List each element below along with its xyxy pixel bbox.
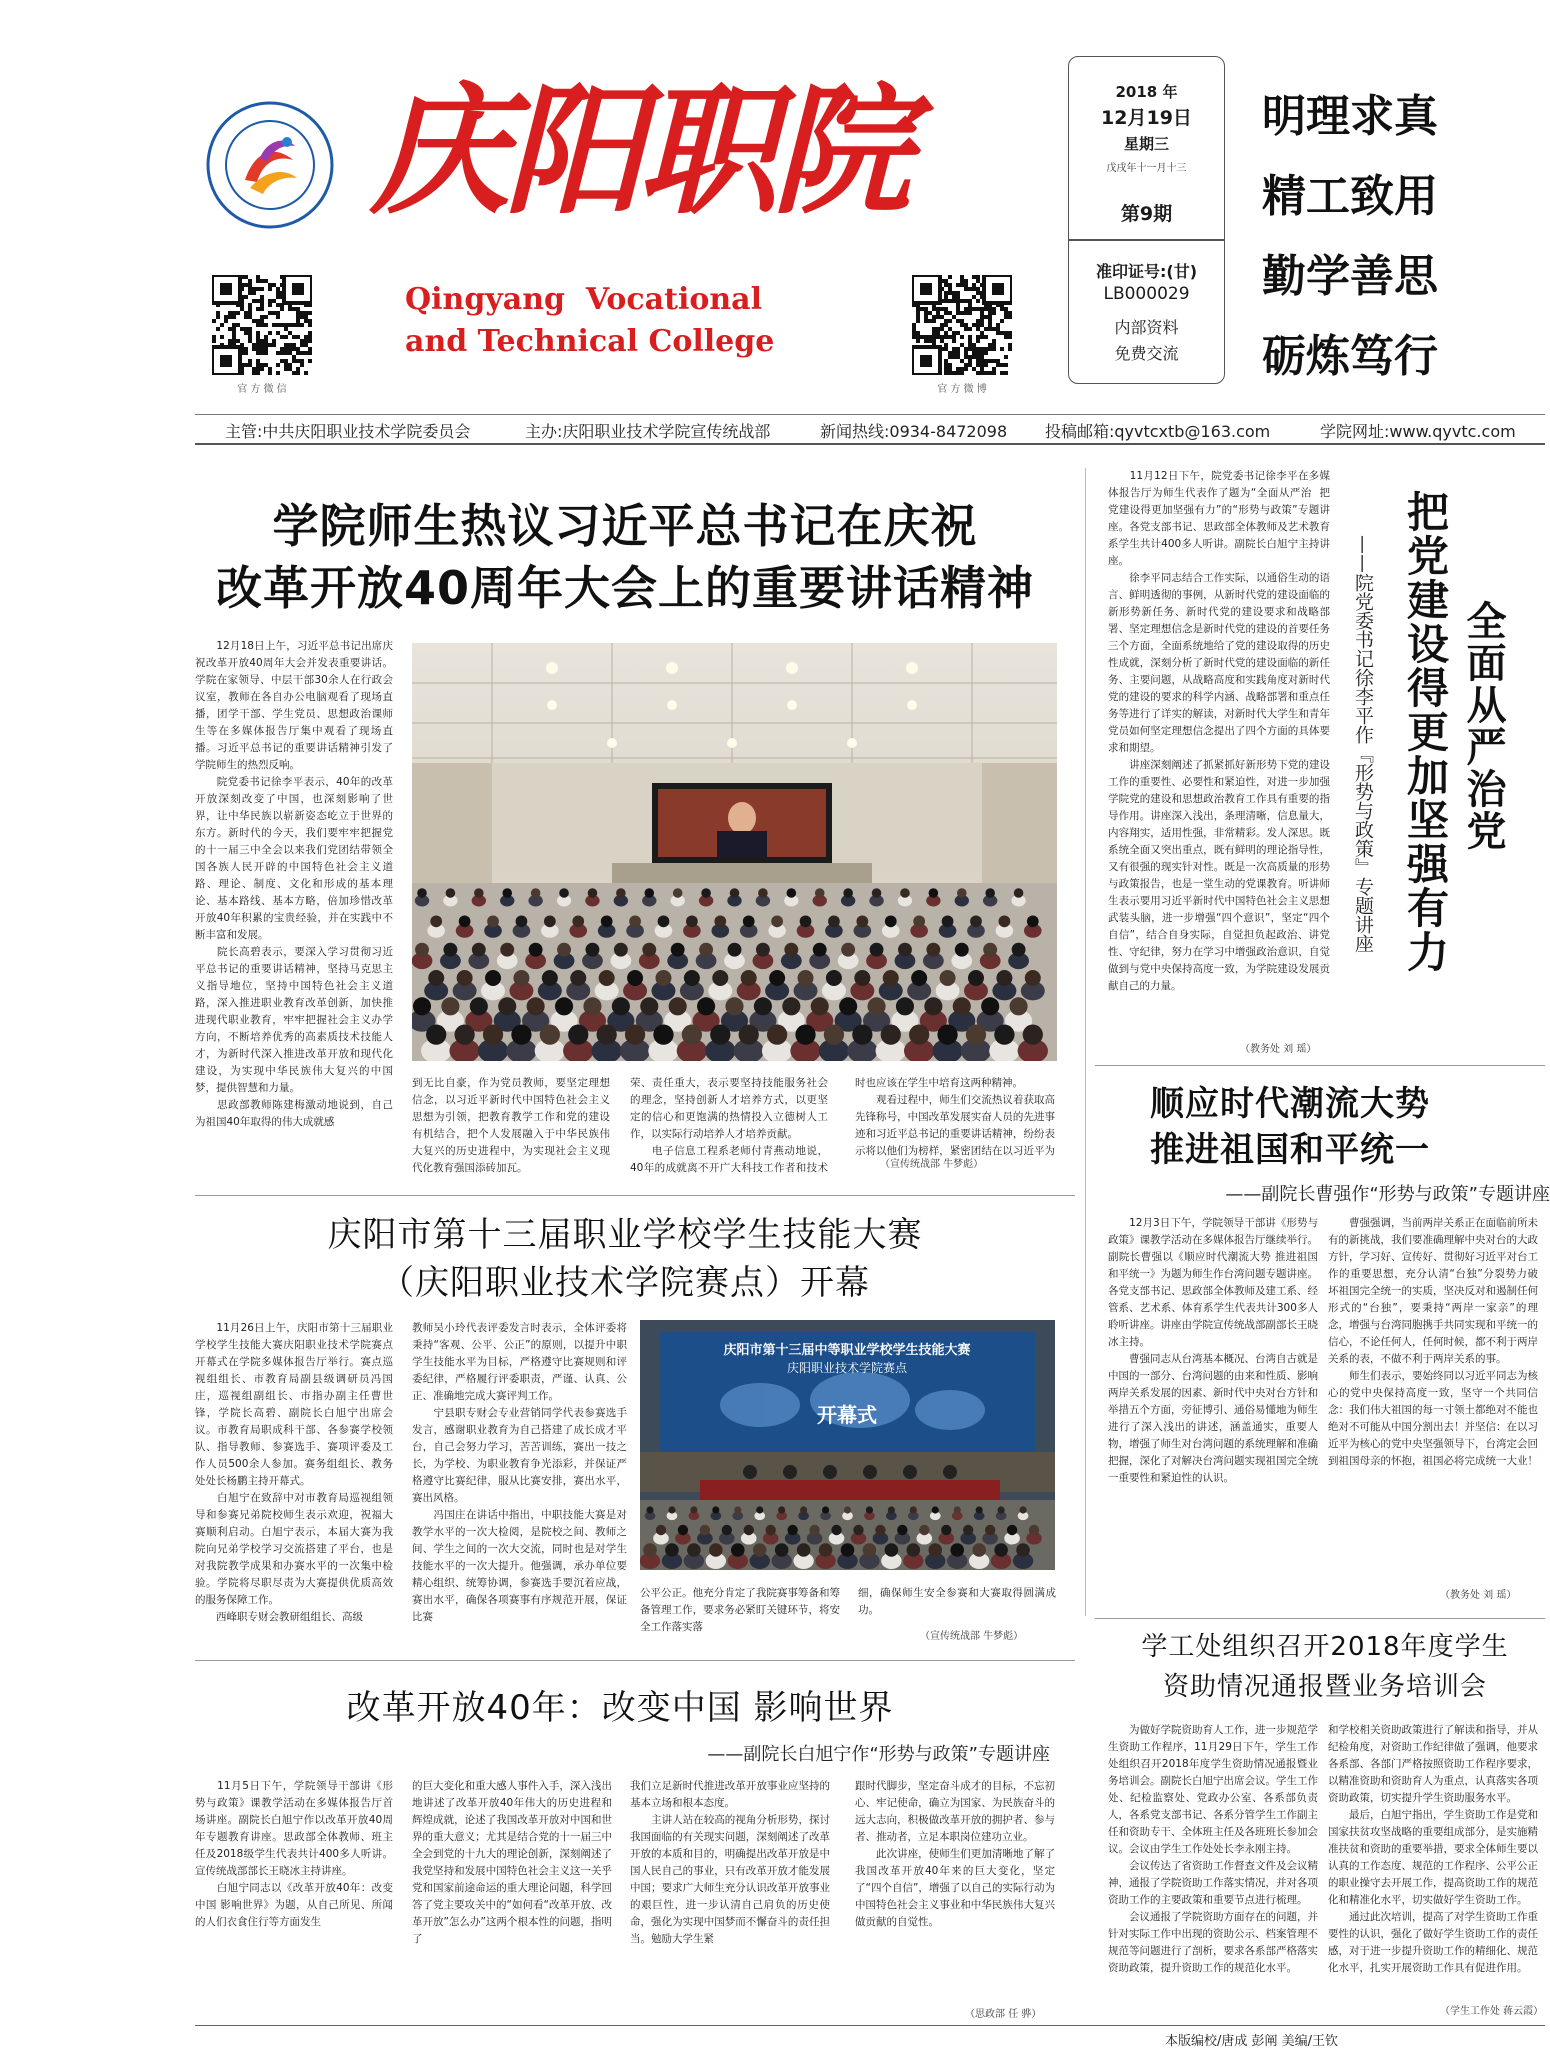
article2-title-2: 全面从严治党 bbox=[1460, 600, 1506, 852]
article2-subtitle: ——院党委书记徐李平作『形势与政策』专题讲座 bbox=[1352, 535, 1374, 953]
article4-title-line1: 顺应时代潮流大势 bbox=[1150, 1084, 1430, 1124]
college-logo bbox=[205, 100, 335, 230]
article3-column-4: 细，确保师生安全参赛和大赛取得圆满成功。 bbox=[858, 1587, 1056, 1616]
article5-column-2: 和学校相关资助政策进行了解读和指导，并从纪检角度，对资助工作纪律做了强调，他要求各系部、各部门严格按照资助工作程序要求，以精准资助和资助育人为重点，认真落实各项资助政策，切实提升学生资助服务水平。 最后，白旭宁指出，学生资助工作是党和国家扶贫攻坚战略的重要组成部分，是实施精准扶贫和资助的重要举措，要求全体师生要以认真的工作态度、规范的工作程序、公平公正的职业操守去开展工作，提高资助工作的规范化和精准化水平，切实做好学生资助工作。 通过此次培训，提高了对学生资助工作重要性的认识，强化了做好学生资助工作的责任感，对于进一步提升资助工作的精细化、规范化水平，扎实开展资助工作具有促进作用。 bbox=[1328, 1724, 1538, 1974]
article1-title-line1: 学院师生热议习近平总书记在庆祝 bbox=[272, 499, 978, 553]
issue-info-box bbox=[1068, 56, 1225, 384]
article3-column-1: 11月26日上午，庆阳市第十三届职业学校学生技能大赛庆阳职业技术学院赛点开幕式在学院多媒体报告厅举行。赛点巡视组组长、市教育局副县级调研员冯国庄，巡视组副组长、市指办副主任曹世锋，学院长高碧、副院长白旭宁出席会议。市教育局职成科干部、各参赛学校领队、指导教师、参赛选手、赛项评委及工作人员500余人参加。赛务组组长、教务处处长杨鹏主持开幕式。 白旭宁在致辞中对市教育局巡视组领导和参赛兄弟院校师生表示欢迎，祝福大赛顺利启动。白旭宁表示，本届大赛为我院向兄弟学校学习交流搭建了平台，也是对我院教学成果和办赛水平的一次集中检验。学院将尽职尽责为大赛提供优质高效的服务保障工作。 西峰职专财会教研组组长、高级 bbox=[195, 1322, 393, 1623]
article4-column-1: 12月3日下午，学院领导干部讲《形势与政策》课教学活动在多媒体报告厅继续举行。副院长曹强以《顺应时代潮流大势 推进祖国和平统一》为题为师生作台湾问题专题讲座。各党支部书记、思政部全体教师及建工系、经管系、艺术系、体育系学生代表共计300多人聆听讲座。讲座由学院宣传统战部副部长王晓冰主持。 曹强同志从台湾基本概况、台湾自古就是中国的一部分、台湾问题的由来和性质、影响两岸关系发展的因素、新时代中央对台方针和举措五个方面，旁征博引、通俗易懂地为师生进行了深入浅出的讲述，涵盖通实，重要人物，增强了师生对台湾问题的系统理解和准确把握，深化了对解决台湾问题实现祖国完全统一重要性和紧迫性的认识。 bbox=[1108, 1217, 1318, 1484]
article6-column-1: 11月5日下午，学院领导干部讲《形势与政策》课教学活动在多媒体报告厅首场讲座。副院长白旭宁作以改革开放40周年专题教育讲座。思政部全体教师、班主任及2018级学生代表共计400多人听讲。宣传统战部部长王晓冰主持讲座。 白旭宁同志以《改革开放40年：改变中国 影响世界》为题，从自己所见、所闻的人们衣食住行等方面发生 bbox=[195, 1780, 393, 1928]
article1-column-3: 荣、责任重大，表示要坚持技能服务社会的理念，坚持创新人才培养方式，以更坚定的信心和更饱满的热情投入立德树人工作，以实际行动培养人才培养贡献。 电子信息工程系老师付青燕动地说，40年的成就离不开广大科技工作者和技术 bbox=[630, 1077, 828, 1174]
article4-column-2: 曹强强调，当前两岸关系正在面临前所未有的新挑战，我们要准确理解中央对台的大政方针，学习好、宣传好、贯彻好习近平对台工作的重要思想，充分认清“台独”分裂势力破坏祖国完全统一的实质，坚决反对和遏制任何形式的“台独”，要秉持“两岸一家亲”的理念，增强与台湾同胞携手共同实现和平统一的信心，不论任何人，任何时候，都不利于两岸关系的表，不做不利于两岸关系的事。 师生们表示，要始终同以习近平同志为核心的党中央保持高度一致，坚守一个共同信念：我们伟大祖国的每一寸领土都绝对不能也绝对不可能从中国分割出去！并坚信：在以习近平为核心的党中央坚强领导下，台湾定会回到祖国母亲的怀抱，祖国必将完成统一大业！ bbox=[1328, 1217, 1538, 1467]
issue-year: 2018 年 bbox=[1115, 83, 1178, 101]
info-bar bbox=[195, 414, 1545, 444]
internal-material: 内部资料 bbox=[1114, 318, 1179, 337]
article3-credit: （宣传统战部 牛梦彪） bbox=[920, 1631, 1024, 1642]
article1-column-4: 时也应该在学生中培育这两种精神。 观看过程中，师生们交流热议着获取高先锋称号，中国改革发展实奋人员的先进事迹和习近平总书记的重要讲话精神，纷纷表示将以他们为榜样，紧密团结在以习近平为 bbox=[855, 1077, 1055, 1157]
article4-subtitle: ——副院长曹强作“形势与政策”专题讲座 bbox=[1225, 1184, 1550, 1205]
issue-divider bbox=[1069, 239, 1224, 241]
motto-3: 勤学善思 bbox=[1262, 251, 1438, 302]
article5-credit: （学生工作处 蒋云霞） bbox=[1440, 2006, 1544, 2017]
footer-editors: 本版编校/唐成 彭阐 美编/王钦 bbox=[1165, 2034, 1339, 2049]
article2-title-1: 把党建设得更加坚强有力 bbox=[1401, 490, 1450, 974]
screen-word: 开幕式 bbox=[817, 1403, 877, 1427]
info-hotline: 新闻热线:0934-8472098 bbox=[820, 422, 1008, 441]
permit-label: 准印证号:(甘) bbox=[1095, 262, 1198, 281]
screen-subtitle: 庆阳职业技术学院赛点 bbox=[786, 1361, 908, 1375]
info-website: 学院网址:www.qyvtc.com bbox=[1320, 422, 1516, 441]
wechat-qr-code bbox=[212, 275, 312, 375]
wechat-qr-caption: 官 方 微 信 bbox=[237, 384, 287, 395]
info-sponsor: 主管:中共庆阳职业技术学院委员会 bbox=[225, 422, 471, 441]
issue-date: 12月19日 bbox=[1101, 107, 1192, 129]
article4-credit: （教务处 刘 瑶） bbox=[1440, 1590, 1517, 1601]
article3-title-line2: （庆阳职业技术学院赛点）开幕 bbox=[380, 1263, 870, 1303]
article6-subtitle: ——副院长白旭宁作“形势与政策”专题讲座 bbox=[707, 1744, 1050, 1765]
masthead bbox=[0, 0, 1550, 420]
info-email: 投稿邮箱:qyvtcxtb@163.com bbox=[1045, 422, 1271, 441]
motto-2: 精工致用 bbox=[1262, 171, 1438, 222]
issue-number: 第9期 bbox=[1120, 203, 1173, 225]
article3-column-3: 公平公正。他充分肯定了我院赛事筹备和筹备管理工作，要求务必紧盯关键环节，将安全工作落实落 bbox=[640, 1587, 840, 1633]
article3-column-2: 教师吴小玲代表评委发言时表示，全体评委将秉持“客观、公平、公正”的原则，以提升中职学生技能水平为目标，严格遵守比赛规则和评委纪律，严格履行评委职责，严谨、认真、公正、准确地完成大赛评判工作。 宁县职专财会专业营销同学代表参赛选手发言，感谢职业教育为自己搭建了成长成才平台，自己会努力学习，苦苦训练，赛出一技之长，为学校、为职业教育争光添彩，并保证严格遵守比赛纪律，服从比赛安排，赛出水平，赛出风格。 冯国庄在讲话中指出，中职技能大赛是对教学水平的一次大检阅，是院校之间、教师之间、学生之间的一次大交流，同时也是对学生技能水平的一次大提升。他强调，承办单位要精心组织、统筹协调，参赛选手要沉着应战，赛出水平，确保各项赛事有序规范开展，保证比赛 bbox=[412, 1322, 627, 1623]
free-exchange: 免费交流 bbox=[1114, 344, 1179, 363]
article3-photo-opening-ceremony bbox=[640, 1320, 1055, 1570]
article6-title: 改革开放40年：改变中国 影响世界 bbox=[346, 1688, 894, 1728]
article1-column-2: 到无比自豪，作为党员教师，要坚定理想信念，以习近平新时代中国特色社会主义思想为引领，把教育教学工作和党的建设有机结合，把个人发展融入于中华民族伟大复兴的历史进程中，为实现社会主义现代化教育强国添砖加瓦。 bbox=[412, 1077, 610, 1174]
article6-credit: （思政部 任 骅） bbox=[965, 2009, 1042, 2020]
issue-lunar-date: 戊戌年十一月十三 bbox=[1106, 163, 1187, 174]
english-name-line1: Qingyang Vocational bbox=[405, 282, 763, 317]
motto-4: 砺炼笃行 bbox=[1262, 331, 1438, 382]
article5-title-line1: 学工处组织召开2018年度学生 bbox=[1141, 1632, 1509, 1662]
article6-column-4: 跟时代脚步，坚定奋斗成才的目标，不忘初心、牢记使命，确立为国家、为民族奋斗的远大志向，积极做改革开放的拥护者、参与者、推动者，立足本职岗位建功立业。 此次讲座，使师生们更加清晰地了解了我国改革开放40年来的巨大变化，坚定了“四个自信”，增强了以自己的实际行动为中国特色社会主义事业和中华民族伟大复兴做贡献的自觉性。 bbox=[855, 1780, 1055, 1928]
article3-title-line1: 庆阳市第十三届职业学校学生技能大赛 bbox=[327, 1215, 923, 1255]
english-name-line2: and Technical College bbox=[405, 324, 775, 359]
article1-title-line2: 改革开放40周年大会上的重要讲话精神 bbox=[215, 561, 1034, 615]
article1-photo-lecture-hall bbox=[412, 643, 1057, 1061]
article4-title-line2: 推进祖国和平统一 bbox=[1150, 1130, 1430, 1170]
article2-credit: （教务处 刘 瑶） bbox=[1240, 1044, 1317, 1055]
issue-weekday: 星期三 bbox=[1123, 135, 1169, 153]
weibo-qr-caption: 官 方 微 博 bbox=[937, 384, 987, 395]
article1-column-1: 12月18日上午，习近平总书记出席庆祝改革开放40周年大会并发表重要讲话。学院在家领导、中层干部30余人在行政会议室，教师在各自办公电脑观看了现场直播，团学干部、学生党员、思想政治课师生等在多媒体报告厅集中观看了现场直播。习近平总书记的重要讲话精神引发了学院师生的热烈反响。 院党委书记徐李平表示，40年的改革开放深刻改变了中国，也深刻影响了世界，让中华民族以崭新姿态屹立于世界的东方。新时代的今天，我们要牢牢把握党的十一届三中全会以来我们党团结带领全国各族人民开辟的中国特色社会主义道路、理论、制度、文化和形成的基本理论、基本路线、基本方略，倍加珍惜改革开放40年积累的宝贵经验，并在实践中不断丰富和发展。 院长高碧表示，要深入学习贯彻习近平总书记的重要讲话精神，坚持马克思主义指导地位，坚持中国特色社会主义道路，深入推进职业教育改革创新，加快推进现代职业教育，牢牢把握社会主义办学方向，不断培养优秀的高素质技术技能人才，为新时代深入推进改革开放和现代化建设，为实现中华民族伟大复兴的中国梦，提供智慧和力量。 思政部教师陈建梅激动地说到，自己为祖国40年取得的伟大成就感 bbox=[195, 640, 393, 1128]
masthead-title: 庆阳职院 bbox=[370, 70, 907, 234]
article6-column-2: 的巨大变化和重大感人事件入手，深入浅出地讲述了改革开放40年伟大的历史进程和辉煌成就，论述了我国改革开放对中国和世界的重大意义；尤其是结合党的十一届三中全会到党的十九大的理论创新，深刻阐述了我党坚持和发展中国特色社会主义这一关乎党和国家前途命运的重大理论问题，科学回答了党主要攻关中的“如何看“改革开放、改革开放”怎么办”这两个根本性的问题，指明了 bbox=[412, 1780, 612, 1945]
article5-title-line2: 资助情况通报暨业务培训会 bbox=[1162, 1672, 1487, 1702]
article2-text: 11月12日下午，院党委书记徐李平在多媒体报告厅为师生代表作了题为“全面从严治 把党建设得更加坚强有力”的“形势与政策”专题讲座。各党支部书记、思政部全体教师及艺术教育系学生共计400多人听讲。副院长白旭宁主持讲座。 徐李平同志结合工作实际，以通俗生动的语言、鲜明透彻的事例，从新时代党的建设面临的新形势新任务、新时代党的建设要求和战略部署、坚定理想信念是新时代党的建设的首要任务三个方面，全面系统地给了党的建设取得的历史性成就，深刻分析了新时代党的建设面临的新任务、主要问题，从战略高度和实践角度对新时代党的建设的要求的科学内涵、战略部署和重点任务等进行了详实的解读，对新时代大学生和青年党员如何坚定理想信念提出了四个方面的具体要求和期望。 讲座深刻阐述了抓紧抓好新形势下党的建设工作的重要性、必要性和紧迫性，对进一步加强学院党的建设和思想政治教育工作具有重要的指导作用。讲座深入浅出，条理清晰，信息量大，内容翔实，适用性强，非常精彩。发人深思。既系统全面又突出重点，既有鲜明的理论指导性，又有很强的现实针对性。既是一次高质量的形势与政策报告，也是一堂生动的党课教育。听讲师生表示要用习近平新时代中国特色社会主义思想武装头脑，进一步增强“四个意识”，坚定“四个自信”，结合自身实际，自觉担负起政治、讲党性、守纪律，努力在学习中增强政治意识，自觉做到与党中央保持高度一致，为学院建设发展贡献自己的力量。 bbox=[1108, 470, 1330, 992]
info-organizer: 主办:庆阳职业技术学院宣传统战部 bbox=[525, 422, 771, 441]
article1-credit: （宣传统战部 牛梦彪） bbox=[880, 1159, 984, 1170]
motto-1: 明理求真 bbox=[1262, 91, 1438, 142]
weibo-qr-code bbox=[912, 275, 1012, 375]
article6-column-3: 我们立足新时代推进改革开放事业应坚持的基本立场和根本态度。 主讲人站在较高的视角分析形势，探讨我国面临的有关现实问题，深刻阐述了改革开放的本质和目的，明确提出改革开放是中国人民自己的事业，只有改革开放才能发展中国；要求广大师生充分认识改革开放事业的艰巨性，进一步认清自己肩负的历史使命，强化为实现中国梦而不懈奋斗的责任担当。勉励大学生紧 bbox=[630, 1780, 830, 1945]
permit-number: LB000029 bbox=[1103, 284, 1190, 304]
article5-column-1: 为做好学院资助育人工作，进一步规范学生资助工作程序，11月29日下午，学生工作处组织召开2018年度学生资助情况通报暨业务培训会。副院长白旭宁出席会议。学生工作处、纪检监察处、党政办公室、各系部负责人，各系党支部书记、各系分管学生工作副主任和资助专干、全体班主任及各班班长参加会议。会议由学生工作处处长李永刚主持。 会议传达了省资助工作督查文件及会议精神，通报了学院资助工作落实情况，并对各项资助工作的主要政策和重要节点进行梳理。 会议通报了学院资助方面存在的问题，并针对实际工作中出现的资助公示、档案管理不规范等问题进行了剖析，要求各系部严格落实资助政策，提升资助工作的规范化水平。 bbox=[1108, 1724, 1318, 1974]
screen-title: 庆阳市第十三届中等职业学校学生技能大赛 bbox=[723, 1343, 971, 1358]
